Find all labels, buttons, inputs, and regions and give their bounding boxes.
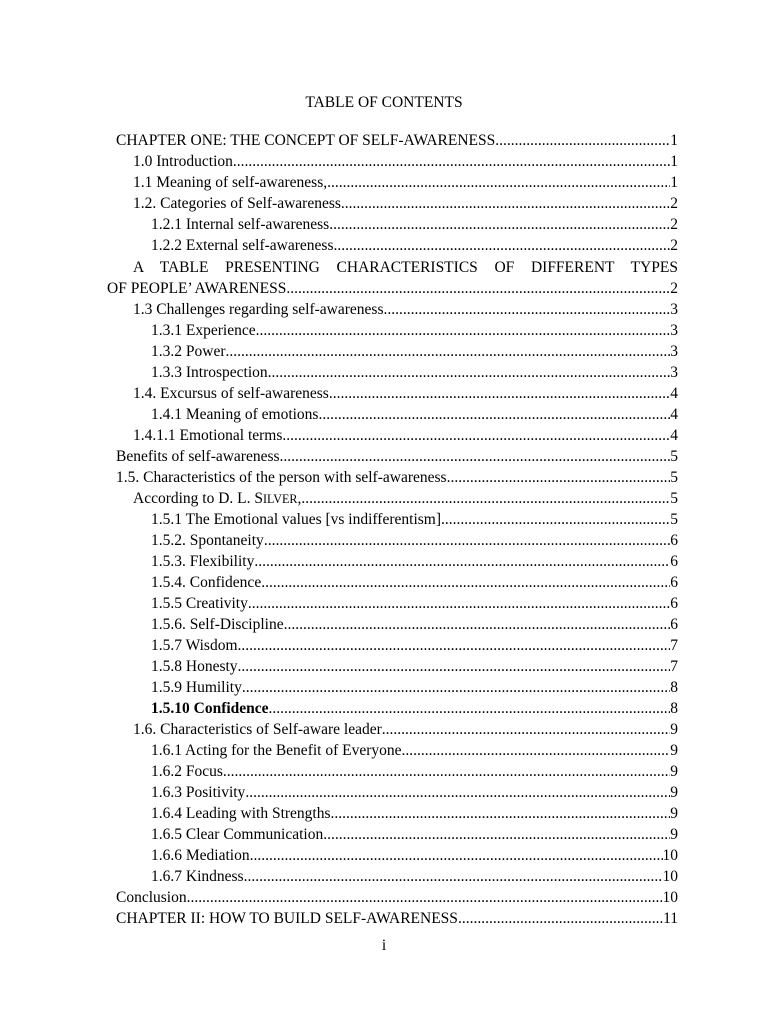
toc-entry-1-3-2[interactable]	[151, 341, 678, 362]
toc-page-number: 5	[670, 511, 678, 528]
toc-page-number: 1	[670, 153, 678, 170]
toc-entry-1-2[interactable]	[133, 193, 678, 214]
leader-dots	[458, 908, 663, 929]
toc-entry-1-5-8[interactable]	[151, 656, 678, 677]
leader-dots	[447, 467, 671, 488]
leader-dots	[248, 593, 670, 614]
toc-page-number: 2	[670, 237, 678, 254]
toc-entry-1-6-6[interactable]	[151, 845, 678, 866]
toc-label-suffix: ,	[297, 490, 302, 507]
leader-dots	[282, 425, 670, 446]
toc-page-number: 10	[662, 889, 678, 906]
toc-page-number: 2	[670, 280, 678, 297]
leader-dots	[284, 614, 671, 635]
leader-dots	[264, 530, 670, 551]
toc-entry-label: 1.3.2 Power	[151, 343, 226, 360]
toc-entry-label: CHAPTER ONE: THE CONCEPT OF SELF-AWARENESS	[116, 132, 496, 149]
toc-page-number: 1	[670, 174, 678, 191]
toc-page-number: 9	[670, 784, 678, 801]
toc-entry-1-5-6[interactable]	[151, 614, 678, 635]
toc-page-number: 5	[670, 469, 678, 486]
toc-entry-label: 1.6. Characteristics of Self-aware leader	[133, 721, 382, 738]
leader-dots	[245, 782, 670, 803]
toc-entry-1-6-4[interactable]	[151, 803, 678, 824]
toc-entry-1-6-1[interactable]	[151, 740, 678, 761]
toc-entry-table-line2[interactable]	[107, 278, 678, 299]
toc-entry-label: Benefits of self-awareness	[116, 448, 280, 465]
leader-dots	[286, 278, 670, 299]
toc-entry-label: 1.3 Challenges regarding self-awareness	[133, 301, 384, 318]
toc-entry-label: 1.2.1 Internal self-awareness	[151, 216, 330, 233]
toc-entry-label: 1.2. Categories of Self-awareness	[133, 195, 341, 212]
toc-entry-1-6[interactable]	[133, 719, 678, 740]
toc-page-number: 9	[670, 721, 678, 738]
toc-page-number: 7	[670, 637, 678, 654]
toc-page-number: 2	[670, 216, 678, 233]
leader-dots	[318, 404, 670, 425]
leader-dots	[261, 572, 670, 593]
toc-page-number: 2	[670, 195, 678, 212]
toc-entry-label: OF PEOPLE’ AWARENESS	[107, 280, 287, 297]
leader-dots	[341, 193, 670, 214]
toc-entry-1-2-1[interactable]	[151, 214, 678, 235]
toc-page-number: 6	[670, 574, 678, 591]
toc-entry-label: 1.4.1.1 Emotional terms	[133, 427, 283, 444]
toc-entry-label: 1.5.4. Confidence	[151, 574, 262, 591]
toc-entry-label: 1.4.1 Meaning of emotions	[151, 406, 319, 423]
toc-entry-1-6-3[interactable]	[151, 782, 678, 803]
leader-dots	[187, 887, 663, 908]
leader-dots	[301, 488, 670, 509]
toc-page-number: 10	[662, 868, 678, 885]
toc-entry-label: 1.5.8 Honesty	[151, 658, 238, 675]
leader-dots	[384, 299, 671, 320]
toc-page-number: 11	[663, 910, 678, 927]
leader-dots	[268, 362, 671, 383]
toc-label-prefix: According to D. L. S	[133, 490, 264, 507]
toc-entry-chapter-two[interactable]	[116, 908, 678, 929]
toc-entry-1-5-4[interactable]	[151, 572, 678, 593]
toc-entry-1-0[interactable]	[133, 151, 678, 172]
toc-entry-label: 1.1 Meaning of self-awareness,	[133, 174, 328, 191]
toc-entry-label	[133, 488, 301, 510]
toc-entry-label: CHAPTER II: HOW TO BUILD SELF-AWARENESS	[116, 910, 458, 927]
toc-page-number: 9	[670, 805, 678, 822]
toc-page-number: 8	[670, 700, 678, 717]
toc-entry-label: 1.5.1 The Emotional values [vs indifferentism]	[151, 511, 441, 528]
leader-dots	[402, 740, 671, 761]
toc-page-number: 1	[670, 132, 678, 149]
toc-entry-label: 1.4. Excursus of self-awareness	[133, 385, 329, 402]
toc-entry-1-6-2[interactable]	[151, 761, 678, 782]
page-title: TABLE OF CONTENTS	[305, 94, 463, 111]
toc-entry-1-1[interactable]	[133, 172, 678, 193]
leader-dots	[441, 509, 670, 530]
leader-dots	[382, 719, 671, 740]
leader-dots	[254, 551, 670, 572]
leader-dots	[280, 446, 671, 467]
toc-entry-1-3[interactable]	[133, 299, 678, 320]
toc-entry-label: 1.5.9 Humility	[151, 679, 242, 696]
leader-dots	[495, 130, 670, 151]
toc-entry-label: 1.5. Characteristics of the person with self-awareness	[116, 469, 447, 486]
toc-entry-1-4-1-1[interactable]	[133, 425, 678, 446]
toc-page-number: 3	[670, 343, 678, 360]
toc-page-number: 3	[670, 322, 678, 339]
toc-entry-1-5-9[interactable]	[151, 677, 678, 698]
leader-dots	[329, 214, 670, 235]
toc-entry-label: 1.2.2 External self-awareness	[151, 237, 334, 254]
toc-page-number: 6	[670, 553, 678, 570]
page-number-footer: i	[381, 937, 387, 954]
toc-entry-chapter-one[interactable]	[116, 130, 678, 151]
toc-entry-label: 1.5.10 Confidence	[151, 700, 269, 717]
toc-page-number: 5	[670, 490, 678, 507]
toc-entry-label: 1.6.1 Acting for the Benefit of Everyone	[151, 742, 402, 759]
toc-page-number: 3	[670, 364, 678, 381]
leader-dots	[327, 172, 670, 193]
toc-entry-conclusion[interactable]	[116, 887, 678, 908]
leader-dots	[250, 845, 663, 866]
leader-dots	[238, 635, 671, 656]
leader-dots	[242, 677, 670, 698]
toc-page-number: 5	[670, 448, 678, 465]
toc-entry-label: 1.3.1 Experience	[151, 322, 256, 339]
toc-page-number: 8	[670, 679, 678, 696]
toc-page-number: 9	[670, 826, 678, 843]
toc-entry-1-5-2[interactable]	[151, 530, 678, 551]
toc-entry-label: 1.6.3 Positivity	[151, 784, 246, 801]
toc-entry-1-5-7[interactable]	[151, 635, 678, 656]
leader-dots	[333, 235, 670, 256]
toc-entry-label: 1.6.4 Leading with Strengths	[151, 805, 331, 822]
toc-entry-label: 1.6.6 Mediation	[151, 847, 250, 864]
toc-entry-label: 1.6.2 Focus	[151, 763, 223, 780]
toc-page-number: 6	[670, 532, 678, 549]
toc-entry-1-2-2[interactable]	[151, 235, 678, 256]
toc-entry-label: 1.6.5 Clear Communication	[151, 826, 324, 843]
toc-entry-1-3-1[interactable]	[151, 320, 678, 341]
toc-entry-benefits[interactable]	[116, 446, 678, 467]
leader-dots	[256, 320, 671, 341]
toc-entry-1-5[interactable]	[116, 467, 678, 488]
toc-label-small-caps: ILVER	[263, 492, 298, 506]
toc-page-number: 9	[670, 742, 678, 759]
toc-entry-1-6-5[interactable]	[151, 824, 678, 845]
toc-entry-label: Conclusion	[116, 889, 187, 906]
toc-entry-1-4-1[interactable]	[151, 404, 678, 425]
leader-dots	[244, 866, 663, 887]
leader-dots	[323, 824, 670, 845]
toc-page-number: 6	[670, 595, 678, 612]
toc-entry-label: 1.5.3. Flexibility	[151, 553, 255, 570]
toc-page-number: 4	[670, 385, 678, 402]
toc-entry-1-5-1[interactable]	[151, 509, 678, 530]
toc-entry-table-line1[interactable]: A TABLE PRESENTING CHARACTERISTICS OF DIFFERENT TYPES	[133, 259, 678, 276]
toc-entry-1-5-5[interactable]	[151, 593, 678, 614]
leader-dots	[269, 698, 671, 719]
leader-dots	[329, 383, 670, 404]
toc-page-number: 4	[670, 406, 678, 423]
toc-entry-1-5-3[interactable]	[151, 551, 678, 572]
leader-dots	[331, 803, 671, 824]
leader-dots	[225, 341, 670, 362]
toc-page-number: 9	[670, 763, 678, 780]
toc-entry-label: 1.6.7 Kindness	[151, 868, 244, 885]
toc-entry-1-3-3[interactable]	[151, 362, 678, 383]
toc-entry-label: 1.5.2. Spontaneity	[151, 532, 264, 549]
toc-page-number: 4	[670, 427, 678, 444]
toc-page-number: 7	[670, 658, 678, 675]
toc-entry-label: 1.0 Introduction	[133, 153, 233, 170]
toc-entry-label: 1.5.6. Self-Discipline	[151, 616, 284, 633]
leader-dots	[223, 761, 670, 782]
toc-page-number: 6	[670, 616, 678, 633]
toc-page-number: 10	[662, 847, 678, 864]
toc-entry-according-to[interactable]	[133, 488, 678, 509]
toc-entry-1-5-10[interactable]	[151, 698, 678, 719]
leader-dots	[238, 656, 671, 677]
toc-page-number: 3	[670, 301, 678, 318]
toc-entry-1-6-7[interactable]	[151, 866, 678, 887]
toc-entry-label: 1.5.7 Wisdom	[151, 637, 238, 654]
toc-entry-label: 1.3.3 Introspection	[151, 364, 268, 381]
toc-entry-1-4[interactable]	[133, 383, 678, 404]
leader-dots	[233, 151, 670, 172]
toc-entry-label: 1.5.5 Creativity	[151, 595, 248, 612]
